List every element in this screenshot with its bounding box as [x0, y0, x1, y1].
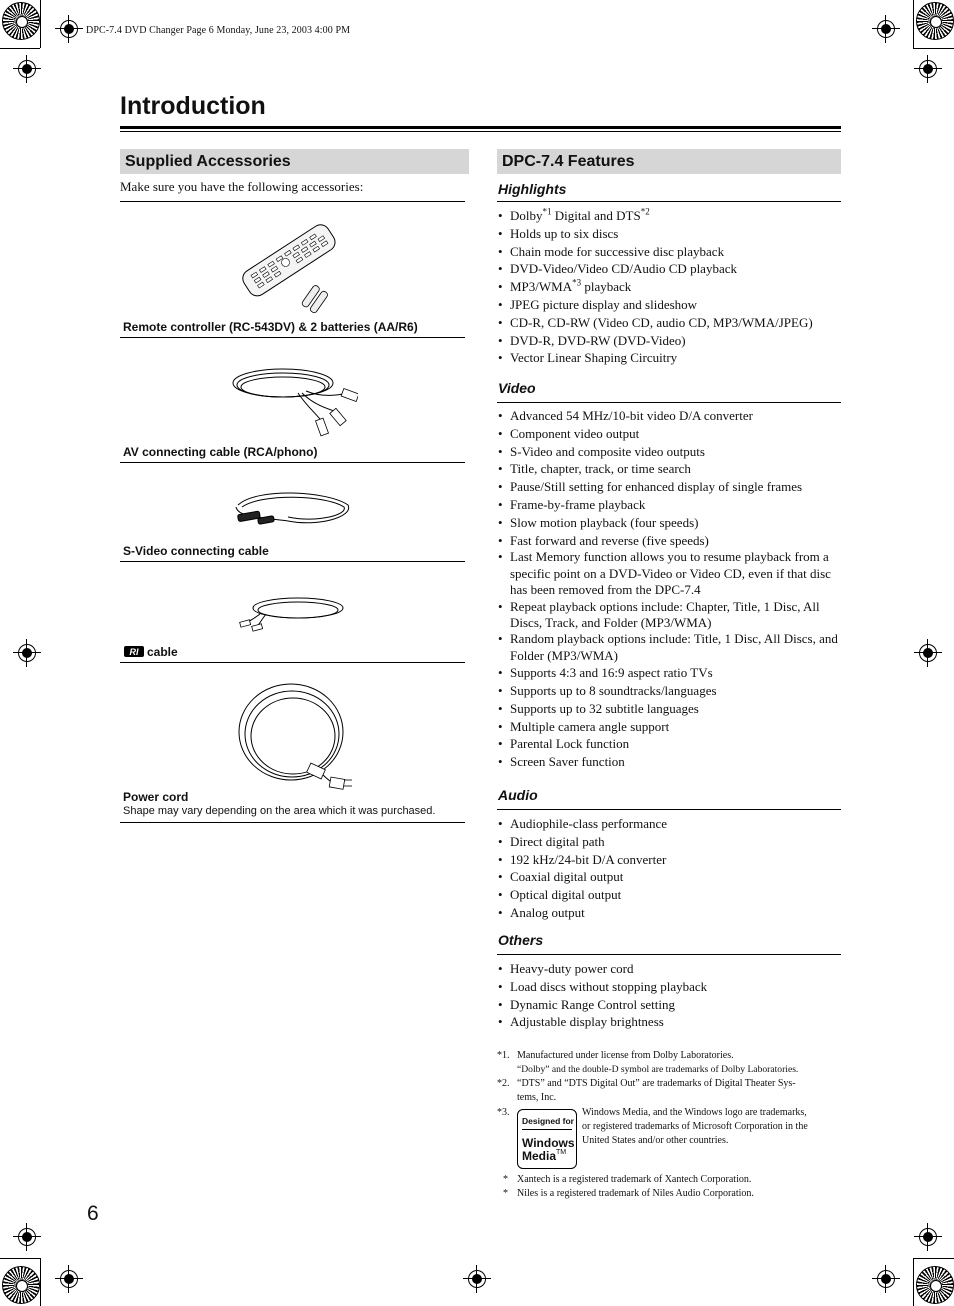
- list-item: • Pause/Still setting for enhanced display of single frames: [498, 478, 843, 496]
- registration-mark-icon: [877, 20, 895, 38]
- list-item: • 192 kHz/24-bit D/A converter: [498, 851, 843, 869]
- features-subhead: Audio: [498, 787, 538, 803]
- registration-mark-icon: [18, 1228, 36, 1246]
- accessory-caption: AV connecting cable (RCA/phono): [123, 445, 318, 459]
- registration-mark-icon: [18, 60, 36, 78]
- list-item: • Fast forward and reverse (five speeds): [498, 532, 843, 550]
- registration-mark-icon: [919, 60, 937, 78]
- list-item: • Repeat playback options include: Chapter, Title, 1 Disc, All Discs, Track, and Folder (MP3/WMA): [498, 599, 843, 632]
- registration-mark-icon: [468, 1270, 486, 1288]
- registration-star-icon: [2, 1266, 40, 1304]
- list-item: • Heavy-duty power cord: [498, 960, 843, 978]
- list-item: • Supports up to 8 soundtracks/languages: [498, 682, 843, 700]
- svideo-cable-illustration: [228, 487, 358, 537]
- accessories-intro: Make sure you have the following accessories:: [120, 179, 364, 194]
- list-item: • Title, chapter, track, or time search: [498, 460, 843, 478]
- list-item: • Direct digital path: [498, 833, 843, 851]
- list-item: • Vector Linear Shaping Circuitry: [498, 349, 843, 367]
- list-item: • JPEG picture display and slideshow: [498, 296, 843, 314]
- list-item: • Advanced 54 MHz/10-bit video D/A converter: [498, 407, 843, 425]
- others-list: [498, 960, 843, 1031]
- highlights-list: [498, 207, 843, 367]
- list-item: • S-Video and composite video outputs: [498, 443, 843, 461]
- features-heading: DPC-7.4 Features: [497, 149, 841, 174]
- list-item: • Component video output: [498, 425, 843, 443]
- audio-list: [498, 815, 843, 922]
- registration-star-icon: [916, 1266, 954, 1304]
- print-slug: DPC-7.4 DVD Changer Page 6 Monday, June 23, 2003 4:00 PM: [86, 25, 351, 36]
- svg-text:RI: RI: [129, 647, 139, 657]
- registration-mark-icon: [60, 20, 78, 38]
- list-item: • Parental Lock function: [498, 735, 843, 753]
- list-item: • Dolby$^{*1}$ Digital and DTS$^{*2}$: [498, 207, 843, 225]
- accessory-caption: S-Video connecting cable: [123, 544, 269, 558]
- footnote: *2. “DTS” and “DTS Digital Out” are trademarks of Digital Theater Sys- tems, Inc.: [497, 1078, 796, 1103]
- list-item: • Frame-by-frame playback: [498, 496, 843, 514]
- power-cord-illustration: [236, 680, 356, 792]
- av-cable-illustration: [228, 353, 358, 441]
- list-item: • CD-R, CD-RW (Video CD, audio CD, MP3/WMA/JPEG): [498, 314, 843, 332]
- list-item: • Coaxial digital output: [498, 868, 843, 886]
- list-item: • Holds up to six discs: [498, 225, 843, 243]
- ri-logo-icon: [124, 646, 144, 657]
- accessory-note: Shape may vary depending on the area which it was purchased.: [123, 805, 436, 817]
- remote-controller-illustration: [230, 210, 350, 315]
- registration-star-icon: [2, 2, 40, 40]
- list-item: • Optical digital output: [498, 886, 843, 904]
- list-item: • MP3/WMA$^{*3}$ playback: [498, 278, 843, 296]
- footnote: *1. Manufactured under license from Dolby Laboratories. “Dolby” and the double-D symbol are trademarks of Dolby Laboratories.: [497, 1050, 799, 1075]
- ri-cable-illustration: [238, 592, 348, 632]
- list-item: • Multiple camera angle support: [498, 718, 843, 736]
- features-subhead: Video: [498, 380, 536, 396]
- accessory-caption: cable: [147, 645, 178, 659]
- page-number: 6: [87, 1202, 99, 1225]
- title-rule: [120, 126, 841, 129]
- registration-mark-icon: [919, 644, 937, 662]
- footnote: * Niles is a registered trademark of Niles Audio Corporation.: [503, 1188, 754, 1199]
- accessory-caption: Remote controller (RC-543DV) & 2 batteries (AA/R6): [123, 320, 418, 334]
- windows-media-logo: Designed for Windows Media™: [517, 1109, 577, 1169]
- list-item: • Supports up to 32 subtitle languages: [498, 700, 843, 718]
- title-rule-thin: [120, 131, 841, 132]
- page-title: Introduction: [120, 92, 266, 120]
- features-subhead: Others: [498, 932, 544, 948]
- registration-mark-icon: [877, 1270, 895, 1288]
- list-item: • Screen Saver function: [498, 753, 843, 771]
- list-item: • Slow motion playback (four speeds): [498, 514, 843, 532]
- list-item: • Load discs without stopping playback: [498, 978, 843, 996]
- list-item: • Chain mode for successive disc playback: [498, 243, 843, 261]
- accessory-caption: Power cord: [123, 790, 189, 804]
- footnote: * Xantech is a registered trademark of Xantech Corporation.: [503, 1174, 752, 1185]
- footnote: *3. Windows Media, and the Windows logo are trademarks, or registered trademarks of Microsoft Corporation in the United States and/or other countries.: [497, 1107, 808, 1146]
- list-item: • DVD-Video/Video CD/Audio CD playback: [498, 260, 843, 278]
- list-item: • Dynamic Range Control setting: [498, 996, 843, 1014]
- list-item: • Random playback options include: Title, 1 Disc, All Discs, and Folder (MP3/WMA): [498, 631, 843, 664]
- registration-mark-icon: [18, 644, 36, 662]
- video-list: [498, 407, 843, 771]
- list-item: • Supports 4:3 and 16:9 aspect ratio TVs: [498, 664, 843, 682]
- features-subhead: Highlights: [498, 181, 567, 197]
- list-item: • Analog output: [498, 904, 843, 922]
- list-item: • Adjustable display brightness: [498, 1013, 843, 1031]
- list-item: • Last Memory function allows you to resume playback from a specific point on a DVD-Video or Video CD, even if that disc has been removed from the DPC-7.4: [498, 549, 843, 598]
- accessories-heading: Supplied Accessories: [120, 149, 469, 174]
- registration-mark-icon: [60, 1270, 78, 1288]
- registration-star-icon: [916, 2, 954, 40]
- registration-mark-icon: [919, 1228, 937, 1246]
- list-item: • Audiophile-class performance: [498, 815, 843, 833]
- list-item: • DVD-R, DVD-RW (DVD-Video): [498, 332, 843, 350]
